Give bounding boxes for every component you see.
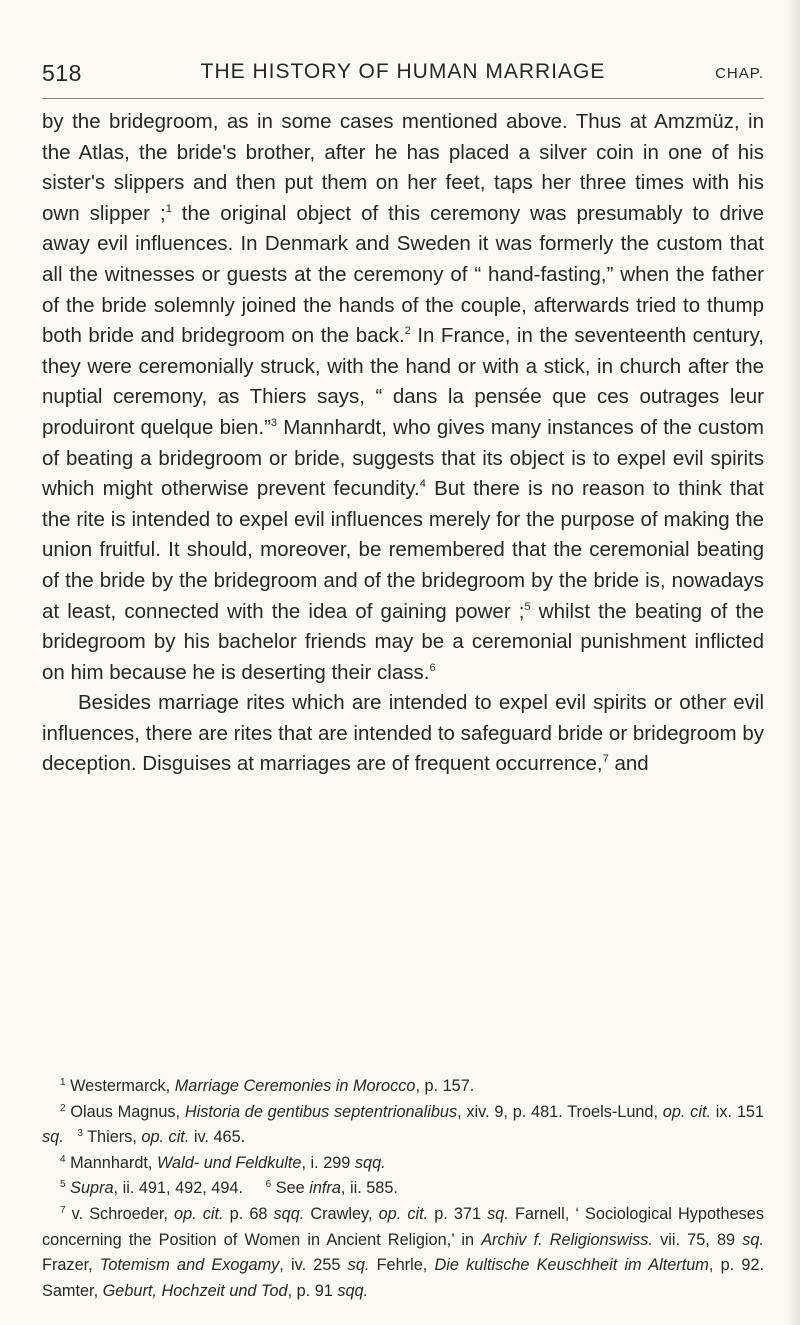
footnote-4: $^4$ Mannhardt, Wald- und Feldkulte, i. 299 sqq. [60,1153,386,1172]
footnote-ref-1: 1 [165,202,172,215]
running-header [42,60,764,90]
footnote-ref-7: 7 [602,753,609,766]
footnote-ref-3: 3 [270,416,278,429]
header-rule [42,98,764,99]
page-number: 518 [42,60,82,86]
footnote-ref-6: 6 [429,661,436,674]
footnote-3: Thiers, op. cit. iv. 465. [82,1128,246,1147]
footnote-ref-2: 2 [404,325,411,338]
paragraph-2: Besides marriage rites which are intended to expel evil spirits or other evil influences, there are rites that are intended to safeguard bride or bridegroom by deception. Disguises at marriages are of frequent occurrence,$^7$ and [42,691,764,776]
footnote-6-num: 6 [265,1179,272,1191]
page-edge-shadow [786,0,800,1325]
footnote-ref-5: 5 [524,600,531,613]
chapter-label: CHAP. [715,65,764,82]
footnote-1: $^1$ Westermarck, Marriage Ceremonies in Morocco, p. 157. [60,1077,475,1095]
running-title: THE HISTORY OF HUMAN MARRIAGE [200,60,606,83]
footnotes [42,1074,764,1304]
footnote-2: $^2$ Olaus Magnus, Historia de gentibus septentrionalibus, xiv. 9, p. 481. Troels-Lund, op. cit. ix. 151 sq. $^3$ Thiers, op. cit. iv. 465. [42,1102,764,1147]
body-text [42,107,764,780]
footnote-3-num: 3 [77,1128,83,1140]
footnote-5: $^5$ Supra, ii. 491, 492, 494. $^6$ See infra, ii. 585. [60,1179,398,1198]
paragraph-1: by the bridegroom, as in some cases mentioned above. Thus at Amzmüz, in the Atlas, the bride's brother, after he has placed a silver coin in one of his sister's slippers and then put them on her feet, taps her three times with his own slipper ;$^1$ the original object of this ceremony was presumably to drive away evil influences. In Denmark and Sweden it was formerly the custom that all the witnesses or guests at the ceremony of “ hand-fasting,” when the father of the bride solemnly joined the hands of the couple, afterwards tried to thump both bride and bridegroom on the back.$^2$ In France, in the seventeenth century, they were ceremonially struck, with the hand or with a stick, in church after the nuptial ceremony, as Thiers says, “ dans la pensée que ces outrages leur produiront quelque bien.”$^3$ Mannhardt, who gives many instances of the custom of beating a bridegroom or bride, suggests that its object is to expel evil spirits which might otherwise prevent fecundity.$^4$ But there is no reason to think that the rite is intended to expel evil influences merely for the purpose of making the union fruitful. It should, moreover, be remembered that the ceremonial beating of the bride by the bridegroom and of the bridegroom by the bride is, nowadays at least, connected with the idea of gaining power ;$^5$ whilst the beating of the bridegroom by his bachelor friends may be a ceremonial punishment inflicted on him because he is deserting their class.$^6$ [42,110,764,684]
footnote-7: $^7$ v. Schroeder, op. cit. p. 68 sqq. Crawley, op. cit. p. 371 sq. Farnell, ‘ Sociological Hypotheses concerning the Position of Women in Ancient Religion,’ in Archiv f. Religionswiss. vii. 75, 89 sq. Frazer, Totemism and Exogamy, iv. 255 sq. Fehrle, Die kultische Keuschheit im Altertum, p. 92. Samter, Geburt, Hochzeit und Tod, p. 91 sqq. [42,1204,764,1300]
footnote-ref-4: 4 [419,478,426,491]
footnote-6: See infra, ii. 585. [271,1179,398,1198]
